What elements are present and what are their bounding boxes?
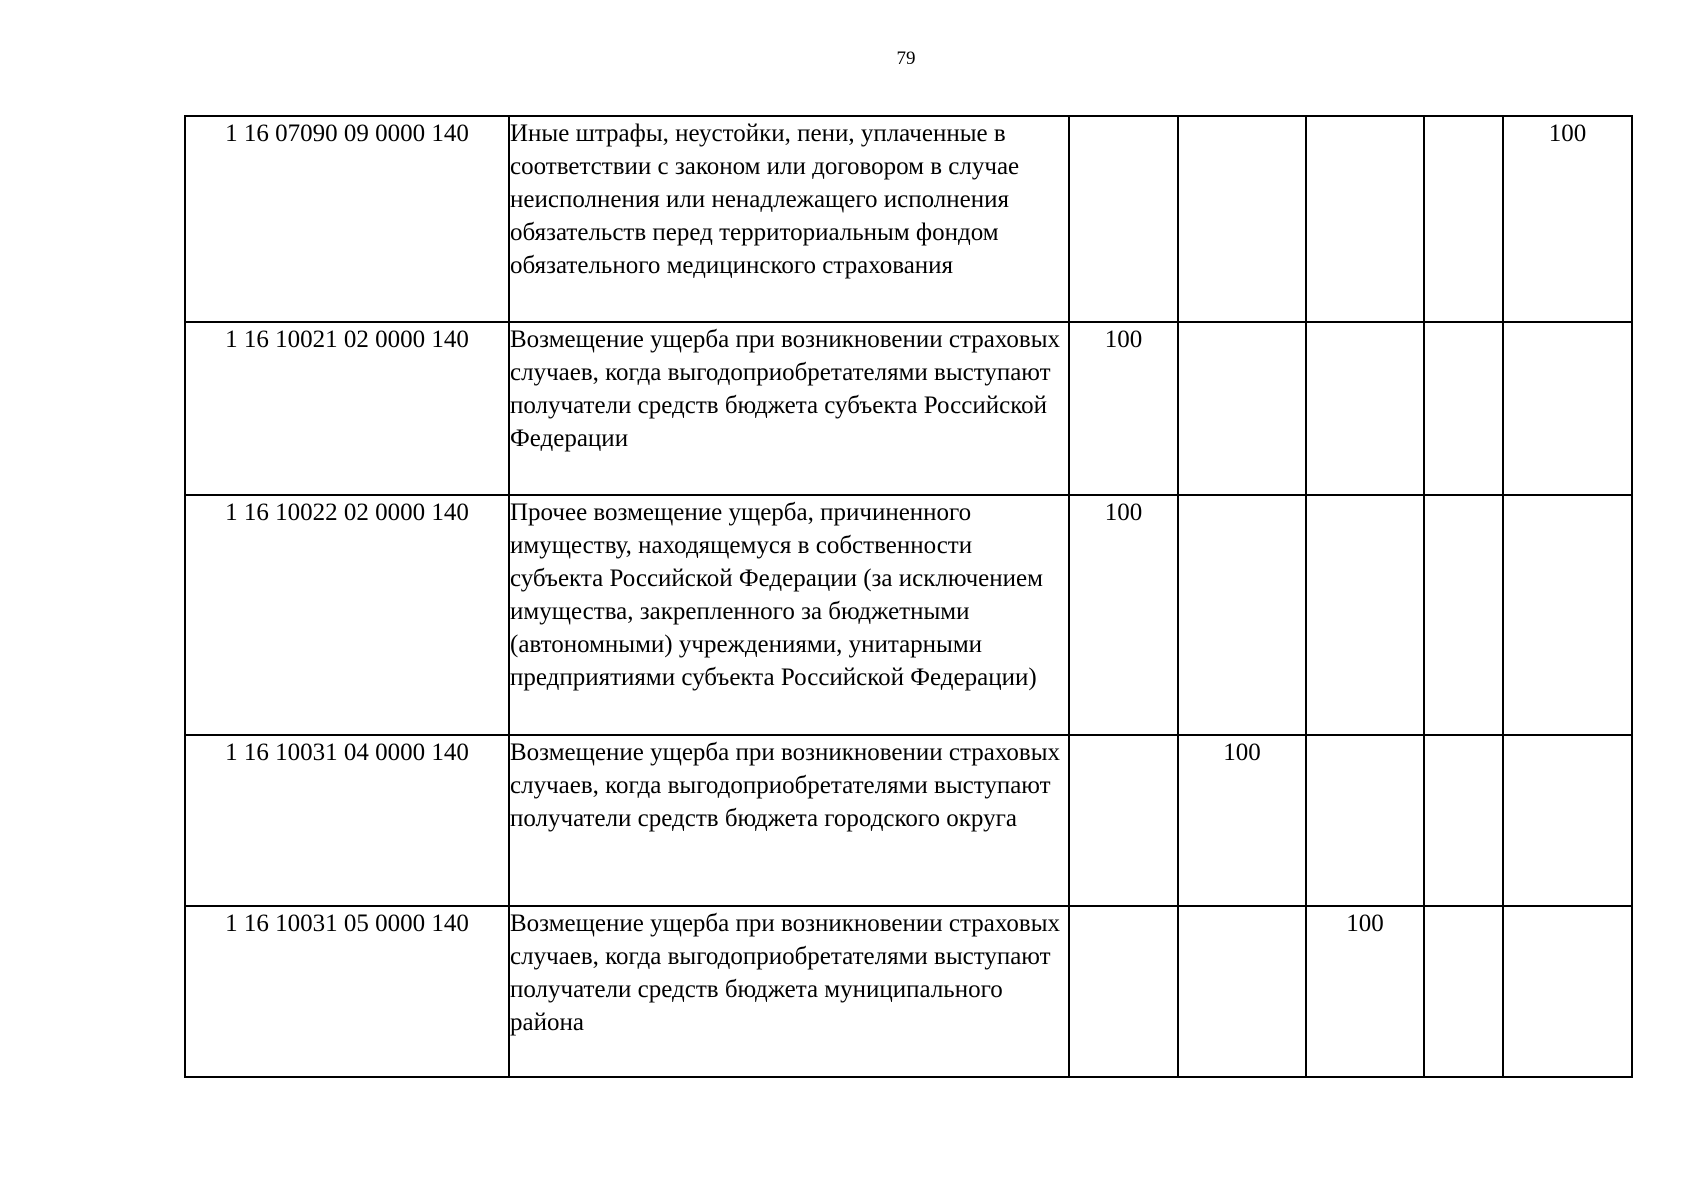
code-cell: 1 16 10031 05 0000 140	[185, 906, 509, 1077]
description-cell: Иные штрафы, неустойки, пени, уплаченные в соответствии с законом или договором в случае неисполнения или ненадлежащего исполнения обязательств перед территориальным фондом обязательного медицинского страхования	[509, 116, 1069, 322]
value-cell	[1424, 322, 1503, 495]
page-number: 79	[896, 48, 916, 69]
value-cell	[1503, 906, 1632, 1077]
value-cell: 100	[1069, 495, 1178, 735]
value-cell	[1424, 735, 1503, 906]
value-cell	[1424, 116, 1503, 322]
code-cell: 1 16 10022 02 0000 140	[185, 495, 509, 735]
table-row	[185, 116, 1632, 322]
value-cell: 100	[1069, 322, 1178, 495]
value-cell	[1503, 495, 1632, 735]
value-cell	[1503, 735, 1632, 906]
value-cell	[1178, 322, 1306, 495]
value-cell	[1069, 906, 1178, 1077]
description-cell: Возмещение ущерба при возникновении страховых случаев, когда выгодоприобретателями выступают получатели средств бюджета субъекта Российской Федерации	[509, 322, 1069, 495]
description-cell: Прочее возмещение ущерба, причиненного имуществу, находящемуся в собственности субъекта Российской Федерации (за исключением имущества, закрепленного за бюджетными (автономными) учреждениями, унитарными предприятиями субъекта Российской Федерации)	[509, 495, 1069, 735]
value-cell	[1069, 735, 1178, 906]
value-cell	[1503, 322, 1632, 495]
value-cell	[1178, 906, 1306, 1077]
table-row	[185, 735, 1632, 906]
value-cell	[1306, 116, 1424, 322]
value-cell: 100	[1178, 735, 1306, 906]
value-cell: 100	[1503, 116, 1632, 322]
value-cell	[1306, 322, 1424, 495]
value-cell	[1306, 495, 1424, 735]
table-row	[185, 906, 1632, 1077]
description-cell: Возмещение ущерба при возникновении страховых случаев, когда выгодоприобретателями выступают получатели средств бюджета городского округа	[509, 735, 1069, 906]
value-cell	[1424, 495, 1503, 735]
value-cell: 100	[1306, 906, 1424, 1077]
table-row	[185, 322, 1632, 495]
table-row	[185, 495, 1632, 735]
code-cell: 1 16 10021 02 0000 140	[185, 322, 509, 495]
description-cell: Возмещение ущерба при возникновении страховых случаев, когда выгодоприобретателями выступают получатели средств бюджета муниципального района	[509, 906, 1069, 1077]
code-cell: 1 16 10031 04 0000 140	[185, 735, 509, 906]
budget-table	[184, 115, 1633, 1078]
value-cell	[1178, 116, 1306, 322]
value-cell	[1306, 735, 1424, 906]
value-cell	[1424, 906, 1503, 1077]
code-cell: 1 16 07090 09 0000 140	[185, 116, 509, 322]
value-cell	[1069, 116, 1178, 322]
value-cell	[1178, 495, 1306, 735]
